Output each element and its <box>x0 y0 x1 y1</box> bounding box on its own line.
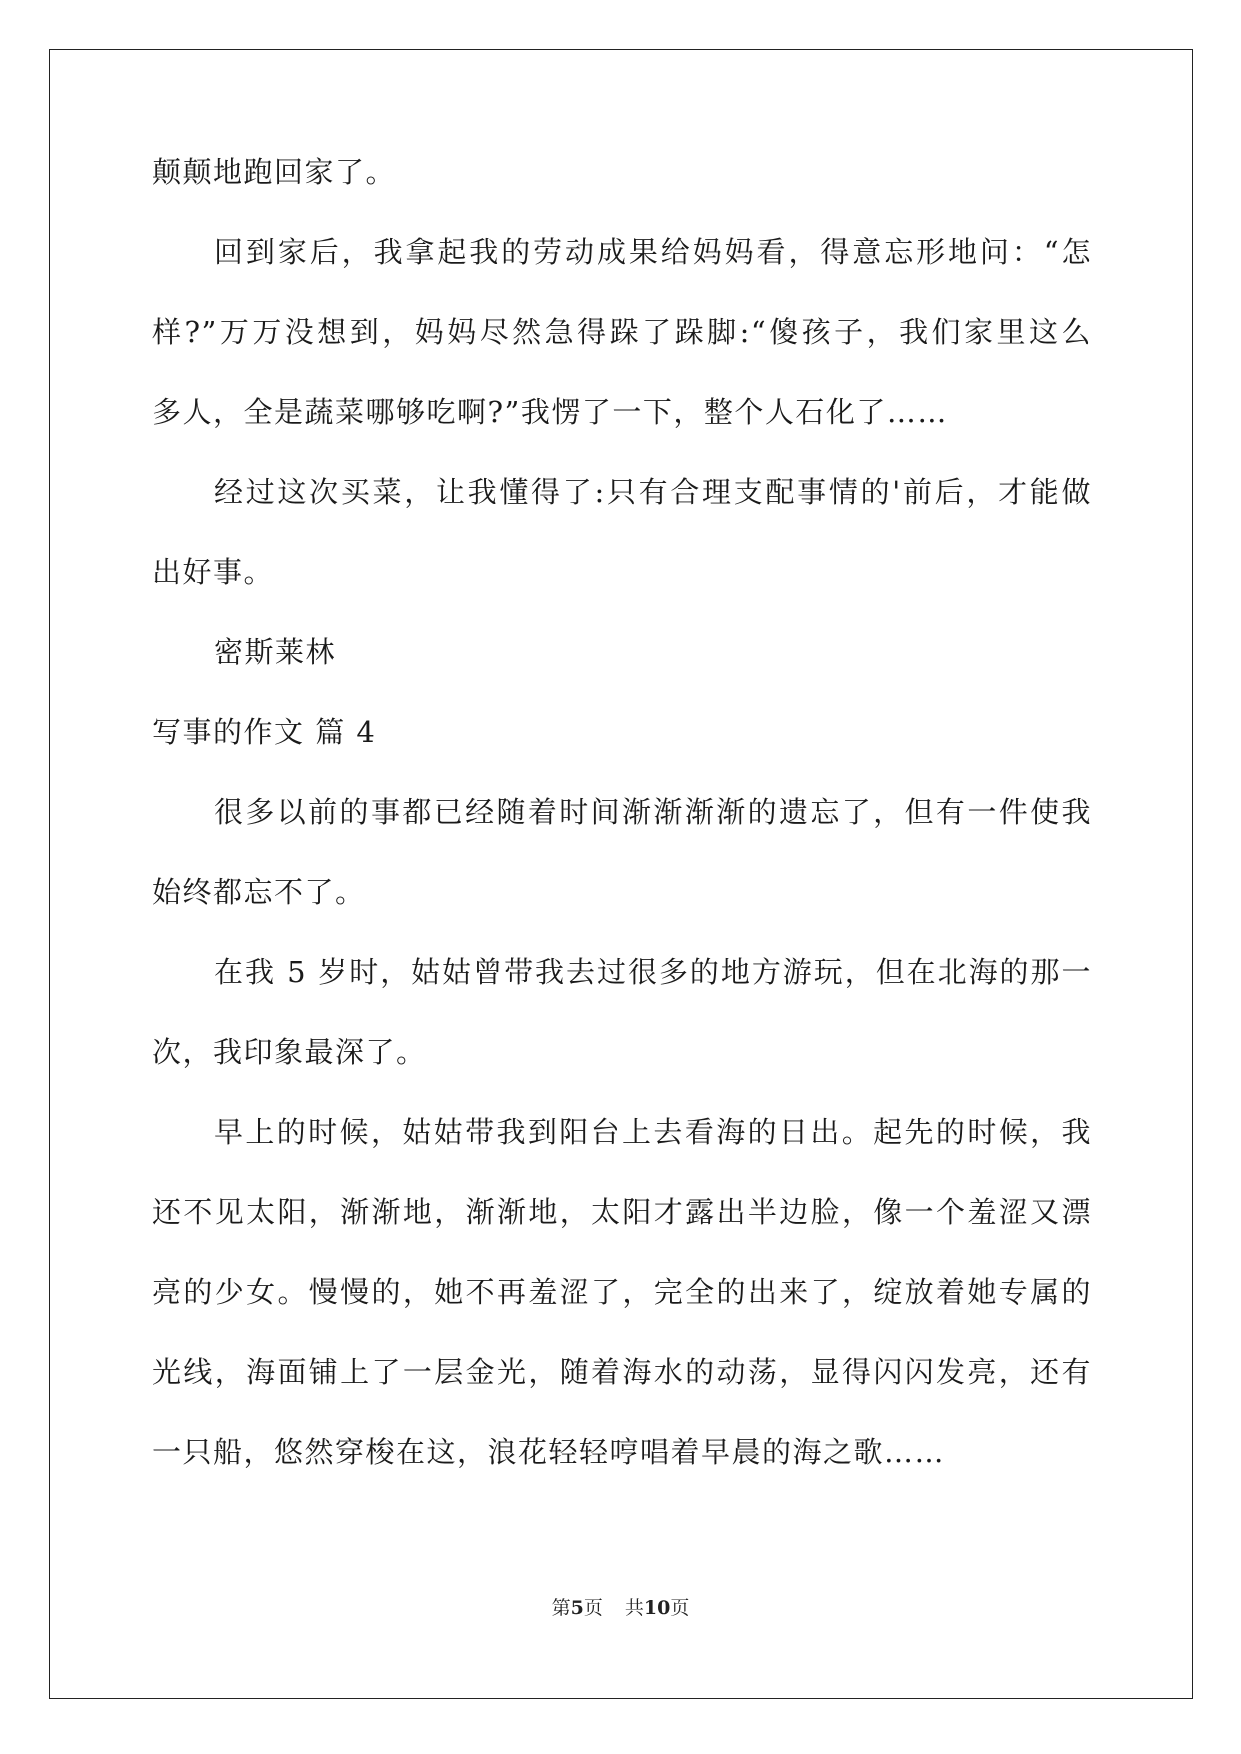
paragraph-line: 经过这次买菜，让我懂得了:只有合理支配事情的'前后，才能做 <box>214 475 1092 509</box>
footer-total-suffix: 页 <box>670 1597 690 1619</box>
paragraph-line: 早上的时候，姑姑带我到阳台上去看海的日出。起先的时候，我 <box>214 1115 1092 1149</box>
text-line: 光线，海面铺上了一层金光，随着海水的动荡，显得闪闪发亮，还有 <box>152 1355 1092 1389</box>
text-line: 多人，全是蔬菜哪够吃啊?”我愣了一下，整个人石化了…… <box>152 395 948 429</box>
paragraph-line: 回到家后，我拿起我的劳动成果给妈妈看，得意忘形地问：“怎 <box>214 235 1092 269</box>
footer-prefix: 第 <box>551 1597 571 1619</box>
footer-total-prefix: 共 <box>624 1597 644 1619</box>
section-heading: 写事的作文 篇 4 <box>152 715 377 749</box>
text-line: 样?”万万没想到，妈妈尽然急得跺了跺脚:“傻孩子，我们家里这么 <box>152 315 1092 349</box>
author-line: 密斯莱林 <box>214 635 337 669</box>
text-line: 次，我印象最深了。 <box>152 1035 427 1069</box>
page-number: 5 <box>570 1597 584 1619</box>
text-line: 出好事。 <box>152 555 275 589</box>
text-line: 还不见太阳，渐渐地，渐渐地，太阳才露出半边脸，像一个羞涩又漂 <box>152 1195 1092 1229</box>
paragraph-line: 在我 5 岁时，姑姑曾带我去过很多的地方游玩，但在北海的那一 <box>214 955 1092 989</box>
text-line: 亮的少女。慢慢的，她不再羞涩了，完全的出来了，绽放着她专属的 <box>152 1275 1092 1309</box>
text-line: 颠颠地跑回家了。 <box>152 155 397 189</box>
page-footer <box>0 1596 1241 1620</box>
footer-page-suffix: 页 <box>583 1597 603 1619</box>
text-line: 一只船，悠然穿梭在这，浪花轻轻哼唱着早晨的海之歌…… <box>152 1435 946 1469</box>
total-pages: 10 <box>643 1597 671 1619</box>
paragraph-line: 很多以前的事都已经随着时间渐渐渐渐的遗忘了，但有一件使我 <box>214 795 1092 829</box>
text-line: 始终都忘不了。 <box>152 875 366 909</box>
